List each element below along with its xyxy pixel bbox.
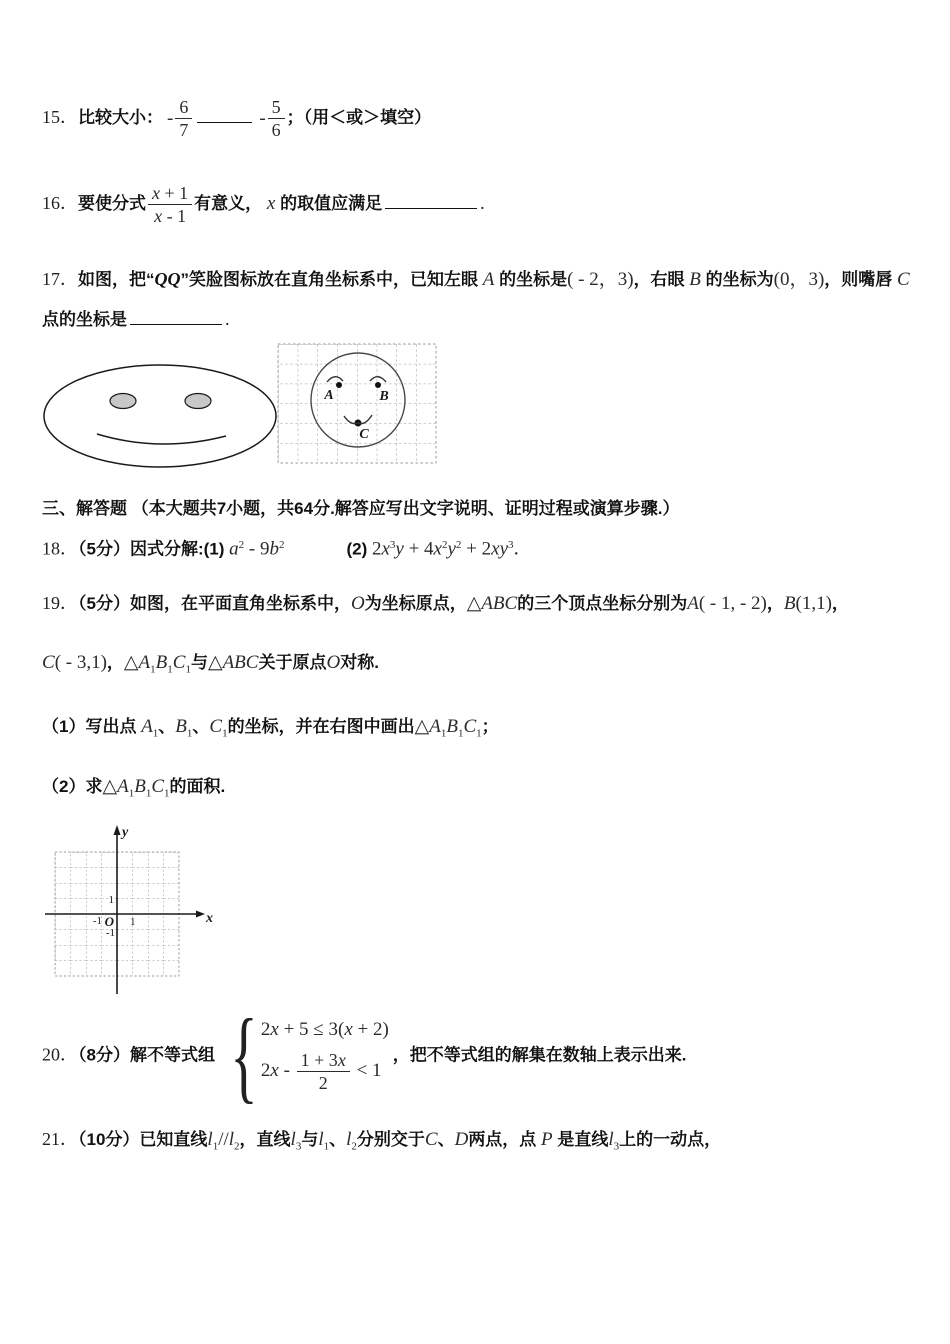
question-17-line2: 点的坐标是 . bbox=[42, 309, 230, 329]
grid-area bbox=[278, 344, 436, 463]
section-3-header: 三、解答题 （本大题共7小题，共64分.解答应写出文字说明、证明过程或演算步骤.） bbox=[42, 499, 680, 518]
question-20: 20．（8分）解不等式组 { 2x + 5 ≤ 3(x + 2) 2x - 1 + 3x 2 < 1 ，把不等式组的解集在数轴上表示出来. bbox=[42, 998, 687, 1113]
x-tick-1: 1 bbox=[130, 916, 136, 928]
point-A-dot bbox=[336, 382, 342, 388]
left-eye bbox=[110, 394, 136, 409]
smiley-face-large bbox=[44, 365, 276, 467]
y-tick-1: 1 bbox=[108, 894, 114, 906]
question-19-line1: 19．（5分）如图，在平面直角坐标系中，O为坐标原点，△ABC的三个顶点坐标分别为A( - 1, - 2)，B(1,1)， bbox=[42, 593, 849, 614]
question-16: 16．要使分式 x + 1 x - 1 有意义， x 的取值应满足 . bbox=[42, 183, 485, 226]
question-19-figure bbox=[30, 822, 230, 1002]
point-B-label: B bbox=[379, 389, 389, 404]
face-ellipse bbox=[44, 365, 276, 467]
x-axis-arrow bbox=[196, 911, 205, 918]
question-17-figure bbox=[40, 340, 460, 474]
question-19-item1: （1）写出点 $A_1$、$B_1$、$C_1$的坐标，并在右图中画出$\triangle A_1B_1C_1$； bbox=[42, 716, 499, 740]
question-17-line1: 17．如图，把“QQ”笑脸图标放在直角坐标系中，已知左眼 A 的坐标是( - 2，3)，右眼 B 的坐标为(0，3)，则嘴唇 C bbox=[42, 269, 910, 290]
smiley-face-grid bbox=[278, 344, 436, 463]
smile-curve bbox=[97, 434, 226, 444]
y-axis-arrow bbox=[114, 825, 121, 835]
point-B-dot bbox=[375, 382, 381, 388]
right-eye bbox=[185, 394, 211, 409]
question-19-line2: C( - 3,1)，$\triangle A_1B_1C_1$与△ABC关于原点O对称. bbox=[42, 652, 379, 676]
point-C-label: C bbox=[359, 427, 369, 442]
point-A-label: A bbox=[324, 388, 334, 403]
question-21: 21．（10分）已知直线$l_1//l_2$，直线$l_3$与$l_1$、$l_2$分别交于C、D两点，点 P 是直线$l_3$上的一动点， bbox=[42, 1129, 722, 1153]
question-15: 15．比较大小： - 6 7 - 5 6 ；（用＜或＞填空） bbox=[42, 97, 432, 140]
origin-label: O bbox=[104, 914, 114, 929]
question-19-item2: （2）求$\triangle A_1B_1C_1$的面积. bbox=[42, 776, 226, 800]
question-18: 18．（5分）因式分解:(1) $a^2 - 9b^2$ (2) $2x^3y + 4x^2y^2 + 2xy^3$． bbox=[42, 538, 532, 560]
y-axis-label: y bbox=[122, 825, 129, 840]
y-tick-neg1: -1 bbox=[105, 927, 115, 939]
x-tick-neg1: -1 bbox=[92, 915, 102, 927]
x-axis-label: x bbox=[206, 911, 213, 926]
